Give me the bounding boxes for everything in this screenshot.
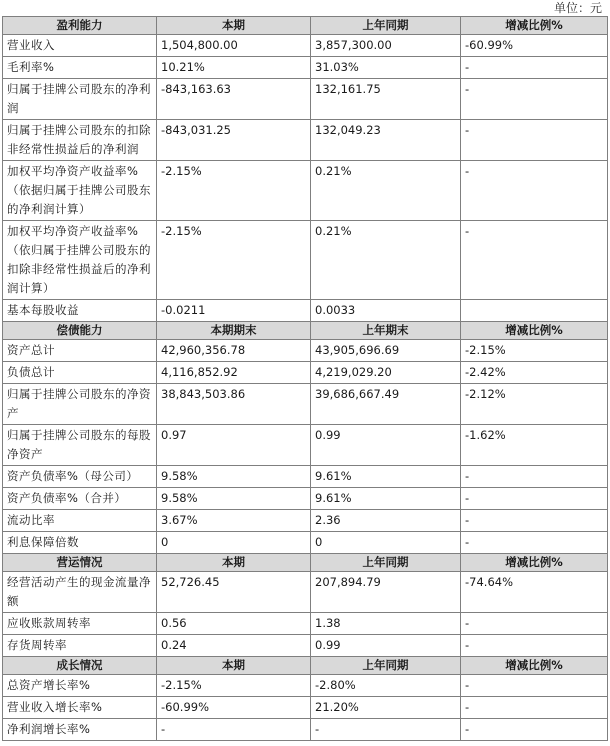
- current-value: 9.58%: [157, 488, 311, 510]
- change-value: -: [461, 120, 608, 161]
- change-value: -2.42%: [461, 362, 608, 384]
- current-value: -: [157, 719, 311, 741]
- prior-value: 3,857,300.00: [311, 35, 461, 57]
- current-value: 9.58%: [157, 466, 311, 488]
- row-label: 归属于挂牌公司股东的每股净资产: [3, 425, 157, 466]
- header-cell: 本期: [157, 554, 311, 572]
- table-row: [3, 510, 608, 532]
- change-value: -1.62%: [461, 425, 608, 466]
- prior-value: 0.99: [311, 635, 461, 657]
- current-value: 10.21%: [157, 57, 311, 79]
- change-value: -: [461, 532, 608, 554]
- row-label: 归属于挂牌公司股东的净利润: [3, 79, 157, 120]
- table-row: [3, 466, 608, 488]
- row-label: 资产负债率%（母公司）: [3, 466, 157, 488]
- change-value: -: [461, 79, 608, 120]
- unit-label: 单位：元: [553, 1, 602, 15]
- change-value: -: [461, 488, 608, 510]
- row-label: 资产负债率%（合并）: [3, 488, 157, 510]
- table-row: [3, 697, 608, 719]
- row-label: 负债总计: [3, 362, 157, 384]
- table-row: [3, 719, 608, 741]
- change-value: -2.12%: [461, 384, 608, 425]
- row-label: 营业收入增长率%: [3, 697, 157, 719]
- header-cell: 增减比例%: [461, 657, 608, 675]
- current-value: 0.97: [157, 425, 311, 466]
- header-cell: 上年期末: [311, 322, 461, 340]
- row-label: 归属于挂牌公司股东的扣除非经常性损益后的净利润: [3, 120, 157, 161]
- prior-value: 31.03%: [311, 57, 461, 79]
- header-cell: 增减比例%: [461, 322, 608, 340]
- header-cell: 本期: [157, 17, 311, 35]
- table-row: [3, 635, 608, 657]
- row-label: 应收账款周转率: [3, 613, 157, 635]
- financial-indicators-table: [2, 16, 608, 741]
- prior-value: 207,894.79: [311, 572, 461, 613]
- table-row: [3, 120, 608, 161]
- change-value: -: [461, 613, 608, 635]
- header-cell: 增减比例%: [461, 17, 608, 35]
- table-row: [3, 488, 608, 510]
- row-label: 总资产增长率%: [3, 675, 157, 697]
- table-row: [3, 300, 608, 322]
- prior-value: 21.20%: [311, 697, 461, 719]
- current-value: 0.24: [157, 635, 311, 657]
- change-value: -: [461, 675, 608, 697]
- change-value: -: [461, 221, 608, 300]
- table-row: [3, 572, 608, 613]
- change-value: -74.64%: [461, 572, 608, 613]
- change-value: -60.99%: [461, 35, 608, 57]
- section-header-profitability: [3, 17, 608, 35]
- row-label: 流动比率: [3, 510, 157, 532]
- row-label: 基本每股收益: [3, 300, 157, 322]
- change-value: -: [461, 510, 608, 532]
- header-cell: 成长情况: [3, 657, 157, 675]
- current-value: 4,116,852.92: [157, 362, 311, 384]
- header-cell: 本期期末: [157, 322, 311, 340]
- change-value: -2.15%: [461, 340, 608, 362]
- current-value: -2.15%: [157, 675, 311, 697]
- header-cell: 营运情况: [3, 554, 157, 572]
- prior-value: -2.80%: [311, 675, 461, 697]
- section-header-growth: [3, 657, 608, 675]
- prior-value: -: [311, 719, 461, 741]
- table-row: [3, 613, 608, 635]
- change-value: -: [461, 719, 608, 741]
- current-value: -843,163.63: [157, 79, 311, 120]
- current-value: 38,843,503.86: [157, 384, 311, 425]
- row-label: 经营活动产生的现金流量净额: [3, 572, 157, 613]
- row-label: 资产总计: [3, 340, 157, 362]
- prior-value: 1.38: [311, 613, 461, 635]
- section-header-operations: [3, 554, 608, 572]
- table-row: [3, 675, 608, 697]
- prior-value: 0.0033: [311, 300, 461, 322]
- row-label: 存货周转率: [3, 635, 157, 657]
- header-cell: 上年同期: [311, 554, 461, 572]
- current-value: 1,504,800.00: [157, 35, 311, 57]
- header-cell: 偿债能力: [3, 322, 157, 340]
- current-value: -843,031.25: [157, 120, 311, 161]
- prior-value: 43,905,696.69: [311, 340, 461, 362]
- header-cell: 上年同期: [311, 657, 461, 675]
- row-label: 利息保障倍数: [3, 532, 157, 554]
- change-value: -: [461, 635, 608, 657]
- table-row: [3, 384, 608, 425]
- table-row: [3, 57, 608, 79]
- row-label: 净利润增长率%: [3, 719, 157, 741]
- table-row: [3, 161, 608, 221]
- header-cell: 上年同期: [311, 17, 461, 35]
- row-label: 加权平均净资产收益率%（依据归属于挂牌公司股东的净利润计算）: [3, 161, 157, 221]
- header-cell: 本期: [157, 657, 311, 675]
- change-value: -: [461, 57, 608, 79]
- row-label: 营业收入: [3, 35, 157, 57]
- prior-value: 4,219,029.20: [311, 362, 461, 384]
- table-row: [3, 532, 608, 554]
- row-label: 加权平均净资产收益率%（依归属于挂牌公司股东的扣除非经常性损益后的净利润计算）: [3, 221, 157, 300]
- current-value: -2.15%: [157, 161, 311, 221]
- prior-value: 39,686,667.49: [311, 384, 461, 425]
- prior-value: 9.61%: [311, 488, 461, 510]
- current-value: 0.56: [157, 613, 311, 635]
- prior-value: 0: [311, 532, 461, 554]
- current-value: 0: [157, 532, 311, 554]
- table-row: [3, 221, 608, 300]
- current-value: 3.67%: [157, 510, 311, 532]
- change-value: -: [461, 697, 608, 719]
- prior-value: 0.21%: [311, 161, 461, 221]
- change-value: -: [461, 161, 608, 221]
- change-value: [461, 300, 608, 322]
- current-value: -2.15%: [157, 221, 311, 300]
- prior-value: 2.36: [311, 510, 461, 532]
- current-value: 42,960,356.78: [157, 340, 311, 362]
- prior-value: 0.99: [311, 425, 461, 466]
- current-value: -60.99%: [157, 697, 311, 719]
- prior-value: 0.21%: [311, 221, 461, 300]
- table-row: [3, 362, 608, 384]
- prior-value: 9.61%: [311, 466, 461, 488]
- current-value: -0.0211: [157, 300, 311, 322]
- table-row: [3, 425, 608, 466]
- current-value: 52,726.45: [157, 572, 311, 613]
- section-header-solvency: [3, 322, 608, 340]
- prior-value: 132,161.75: [311, 79, 461, 120]
- prior-value: 132,049.23: [311, 120, 461, 161]
- table-row: [3, 35, 608, 57]
- header-cell: 增减比例%: [461, 554, 608, 572]
- row-label: 毛利率%: [3, 57, 157, 79]
- row-label: 归属于挂牌公司股东的净资产: [3, 384, 157, 425]
- table-row: [3, 340, 608, 362]
- change-value: -: [461, 466, 608, 488]
- table-row: [3, 79, 608, 120]
- header-cell: 盈利能力: [3, 17, 157, 35]
